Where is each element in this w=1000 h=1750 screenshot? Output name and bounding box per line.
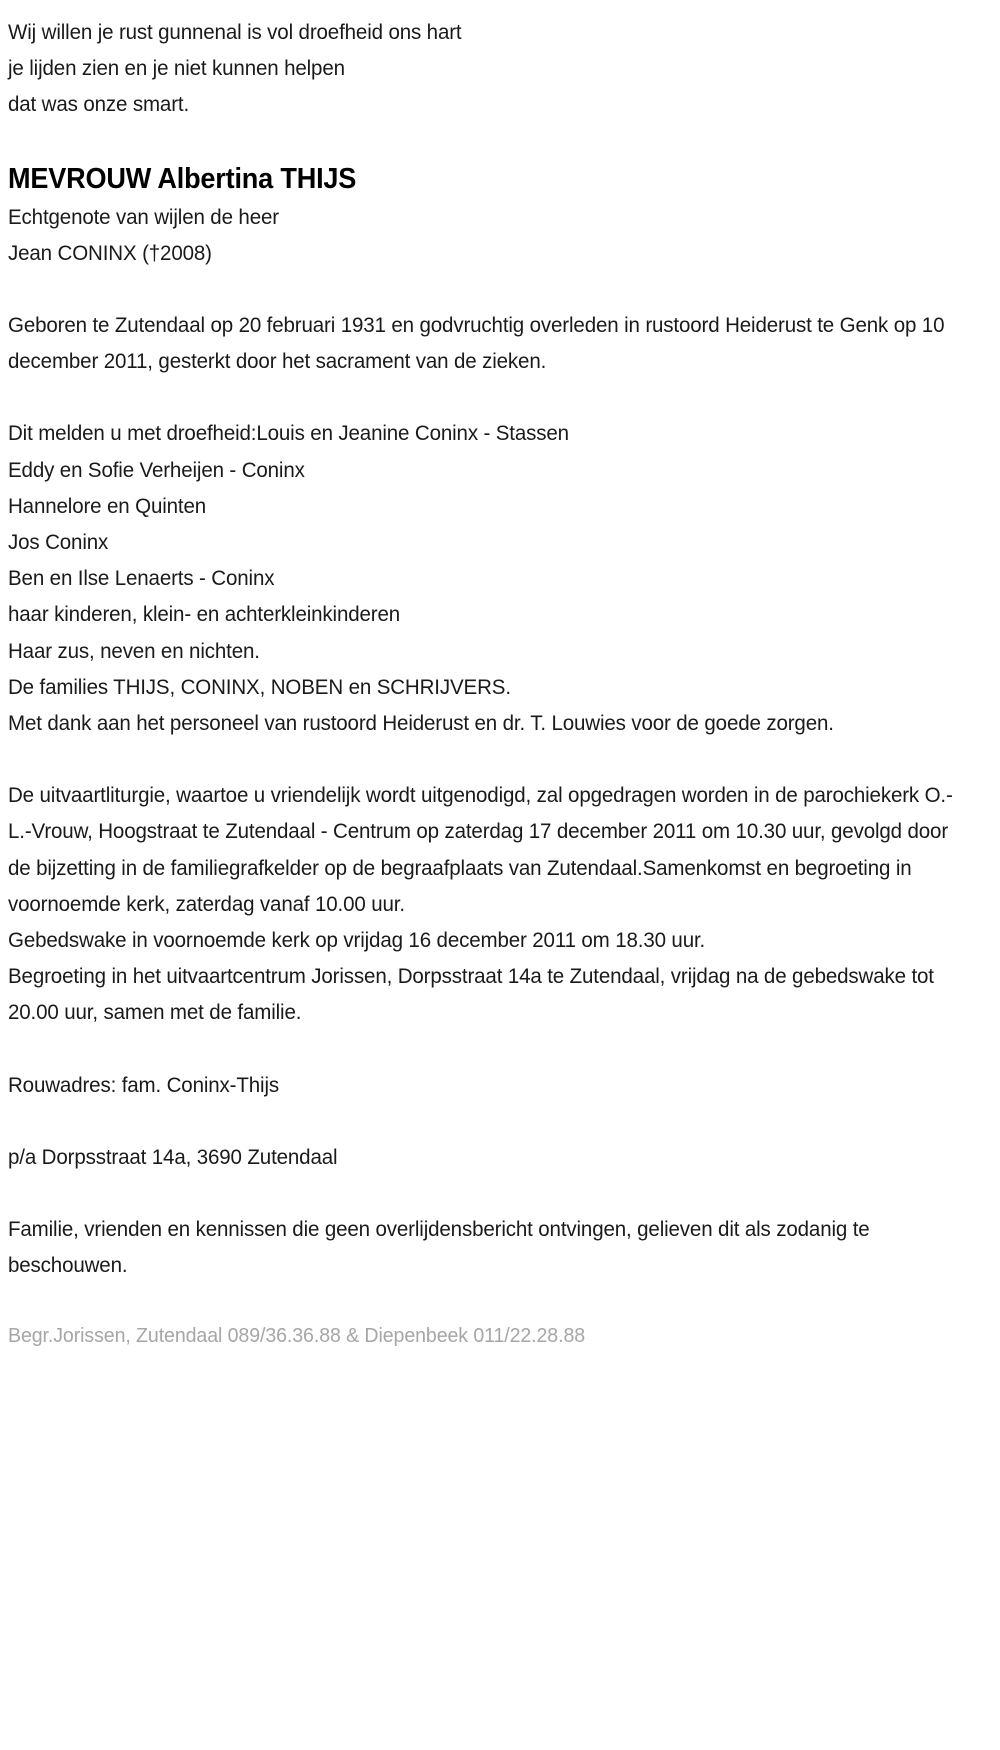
spacer-after-deceased bbox=[8, 271, 1000, 307]
mourner-line-children: haar kinderen, klein- en achterkleinkinderen bbox=[8, 602, 401, 627]
life-details-paragraph: Geboren te Zutendaal op 20 februari 1931 en godvruchtig overleden in rustoord Heiderust te Genk op 10 december 2011, gesterkt door het sacrament van de zieken. bbox=[8, 313, 950, 374]
mourners-block bbox=[8, 415, 1000, 741]
mourner-line-sister-nephews: Haar zus, neven en nichten. bbox=[8, 638, 260, 663]
service-block bbox=[8, 777, 1000, 1030]
verse-line-3: dat was onze smart. bbox=[8, 92, 190, 117]
mourners-thanks-paragraph: Met dank aan het personeel van rustoord Heiderust en dr. T. Louwies voor de goede zorgen. bbox=[8, 711, 834, 736]
greeting-paragraph: Begroeting in het uitvaartcentrum Jorissen, Dorpsstraat 14a te Zutendaal, vrijdag na de gebedswake tot 20.00 uur, samen met de familie. bbox=[8, 964, 940, 1025]
prayer-vigil-paragraph: Gebedswake in voornoemde kerk op vrijdag 16 december 2011 om 18.30 uur. bbox=[8, 928, 706, 953]
spouse-name-line: Jean CONINX (†2008) bbox=[8, 240, 212, 265]
spacer-after-mourners bbox=[8, 741, 1000, 777]
funeral-home-credit: Begr.Jorissen, Zutendaal 089/36.36.88 & Diepenbeek 011/22.28.88 bbox=[8, 1324, 586, 1348]
deceased-name: MEVROUW Albertina THIJS bbox=[8, 162, 357, 195]
memorial-verse bbox=[8, 14, 1000, 123]
deceased-block bbox=[8, 159, 1000, 271]
condolence-address-label: Rouwadres: fam. Coninx-Thijs bbox=[8, 1072, 279, 1097]
condolence-address-line: p/a Dorpsstraat 14a, 3690 Zutendaal bbox=[8, 1144, 338, 1169]
spouse-intro-line: Echtgenote van wijlen de heer bbox=[8, 204, 279, 229]
mourner-line-eddy-sofie: Eddy en Sofie Verheijen - Coninx bbox=[8, 457, 305, 482]
spacer-after-life-details bbox=[8, 379, 1000, 415]
mourner-line-jos-coninx: Jos Coninx bbox=[8, 530, 109, 555]
mourner-line-hannelore-quinten: Hannelore en Quinten bbox=[8, 493, 207, 518]
spacer-after-condolence-address bbox=[8, 1175, 1000, 1211]
verse-line-2: je lijden zien en je niet kunnen helpen bbox=[8, 56, 345, 81]
spacer-after-service bbox=[8, 1031, 1000, 1067]
spacer-after-verse bbox=[8, 123, 1000, 159]
funeral-liturgy-paragraph: De uitvaartliturgie, waartoe u vriendelijk wordt uitgenodigd, zal opgedragen worden in de parochiekerk O.-L.-Vrouw, Hoogstraat te Zutendaal - Centrum op zaterdag 17 december 2011 om 10.30 uur, gevolgd door de bijzetting in de familiegrafkelder op de begraafplaats van Zutendaal.Samenkomst en begroeting in voornoemde kerk, zaterdag vanaf 10.00 uur. bbox=[8, 783, 954, 916]
mourners-intro-line: Dit melden u met droefheid:Louis en Jeanine Coninx - Stassen bbox=[8, 421, 569, 446]
verse-line-1: Wij willen je rust gunnenal is vol droefheid ons hart bbox=[8, 20, 462, 44]
notice-disclaimer-paragraph: Familie, vrienden en kennissen die geen overlijdensbericht ontvingen, gelieven dit als zodanig te beschouwen. bbox=[8, 1217, 876, 1278]
spacer-after-condolence-label bbox=[8, 1103, 1000, 1139]
mourner-line-families: De families THIJS, CONINX, NOBEN en SCHRIJVERS. bbox=[8, 674, 511, 699]
mourner-line-ben-ilse: Ben en Ilse Lenaerts - Coninx bbox=[8, 566, 275, 591]
spacer-before-footer bbox=[8, 1283, 1000, 1319]
